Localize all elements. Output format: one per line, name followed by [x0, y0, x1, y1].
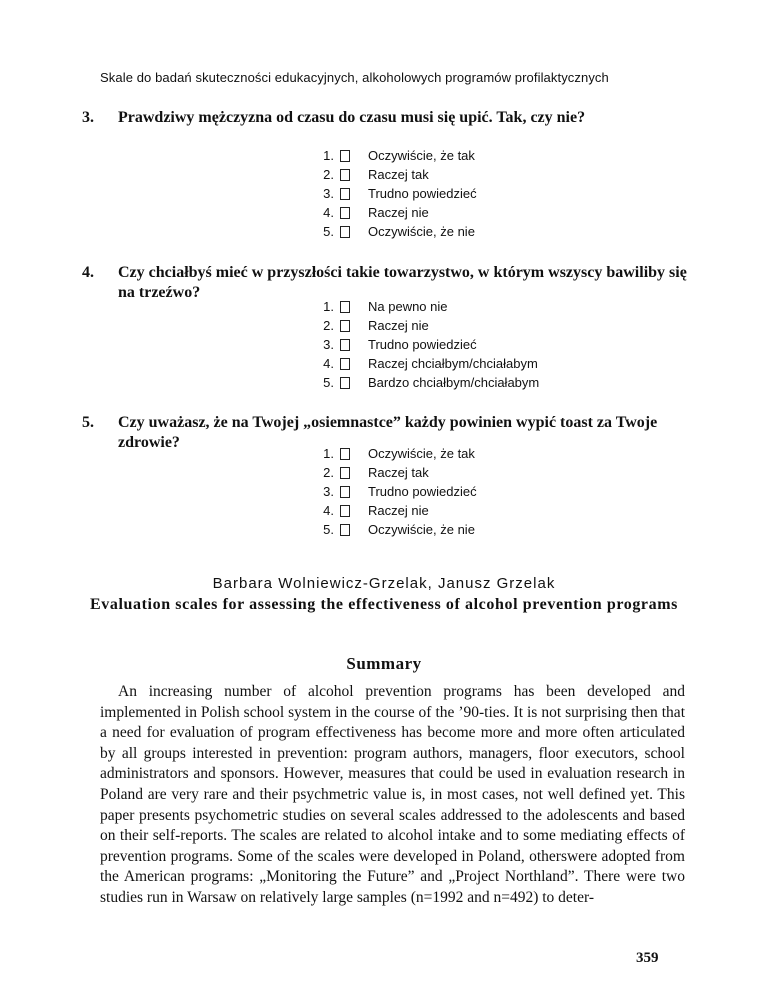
english-title: Evaluation scales for assessing the effectiveness of alcohol prevention programs — [90, 596, 678, 613]
running-header: Skale do badań skuteczności edukacyjnych, alkoholowych programów profilaktycznych — [100, 70, 609, 85]
summary-heading: Summary — [346, 654, 422, 673]
question-4-options — [312, 297, 539, 392]
checkbox-icon[interactable] — [340, 301, 350, 313]
question-number: 5. — [82, 414, 94, 431]
checkbox-icon[interactable] — [340, 358, 350, 370]
page-number: 359 — [636, 950, 659, 966]
answer-option[interactable]: 2. Raczej tak — [323, 167, 429, 182]
checkbox-icon[interactable] — [340, 505, 350, 517]
checkbox-icon[interactable] — [340, 226, 350, 238]
question-3-options — [312, 146, 477, 241]
answer-option[interactable]: 4. Raczej nie — [323, 503, 429, 518]
answer-option[interactable]: 4. Raczej chciałbym/chciałabym — [323, 356, 538, 371]
checkbox-icon[interactable] — [340, 467, 350, 479]
summary-body: An increasing number of alcohol prevention programs has been developed and implemented in Polish school system in the course of the ’90-ties. It is not surprising then that a need for evaluation of program effectiveness has become more and more often articulated by all groups interested in prevention: program authors, managers, floor executors, school administrators and sponsors. However, measures that could be used in evaluation research in Poland are very rare and their psychmetric value is, in most cases, not well defined yet. This paper presents psychometric studies on several scales addressed to the adolescents and based on their self-reports. The scales are related to alcohol intake and to some mediating effects of prevention programs. Some of the scales were developed in Poland, otherswere adopted from the American programs: „Monitoring the Future” and „Project Northland”. There were two studies run in Warsaw on relatively large samples (n=1992 and n=492) to deter- — [100, 683, 685, 906]
answer-option[interactable]: 5. Oczywiście, że nie — [323, 522, 475, 537]
answer-option[interactable]: 5. Oczywiście, że nie — [323, 224, 475, 239]
answer-option[interactable]: 3. Trudno powiedzieć — [323, 186, 477, 201]
answer-option[interactable]: 4. Raczej nie — [323, 205, 429, 220]
answer-option[interactable]: 2. Raczej tak — [323, 465, 429, 480]
answer-option[interactable]: 5. Bardzo chciałbym/chciałabym — [323, 375, 540, 390]
question-text: Prawdziwy mężczyzna od czasu do czasu musi się upić. Tak, czy nie? — [118, 109, 586, 126]
checkbox-icon[interactable] — [340, 339, 350, 351]
checkbox-icon[interactable] — [340, 188, 350, 200]
answer-option[interactable]: 3. Trudno powiedzieć — [323, 484, 477, 499]
checkbox-icon[interactable] — [340, 448, 350, 460]
checkbox-icon[interactable] — [340, 486, 350, 498]
answer-option[interactable]: 1. Na pewno nie — [323, 299, 448, 314]
question-3 — [82, 108, 690, 128]
question-5-options — [312, 444, 477, 539]
question-text: Czy chciałbyś mieć w przyszłości takie towarzystwo, w którym wszyscy bawiliby się na trzeźwo? — [118, 264, 687, 301]
answer-option[interactable]: 2. Raczej nie — [323, 318, 429, 333]
checkbox-icon[interactable] — [340, 524, 350, 536]
question-number: 4. — [82, 264, 94, 281]
question-text: Czy uważasz, że na Twojej „osiemnastce” każdy powinien wypić toast za Twoje zdrowie? — [118, 414, 658, 451]
checkbox-icon[interactable] — [340, 320, 350, 332]
checkbox-icon[interactable] — [340, 150, 350, 162]
answer-option[interactable]: 1. Oczywiście, że tak — [323, 446, 475, 461]
checkbox-icon[interactable] — [340, 377, 350, 389]
checkbox-icon[interactable] — [340, 169, 350, 181]
question-number: 3. — [82, 109, 94, 126]
answer-option[interactable]: 3. Trudno powiedzieć — [323, 337, 477, 352]
authors: Barbara Wolniewicz-Grzelak, Janusz Grzelak — [212, 575, 556, 592]
checkbox-icon[interactable] — [340, 207, 350, 219]
answer-option[interactable]: 1. Oczywiście, że tak — [323, 148, 475, 163]
